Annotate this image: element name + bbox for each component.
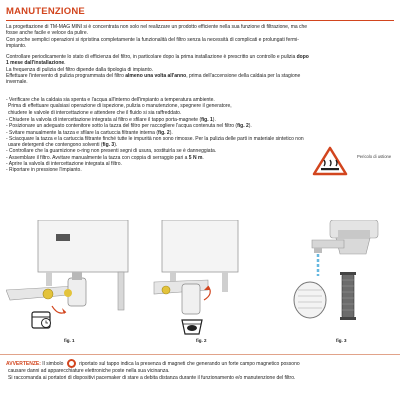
pre-steps (6, 97, 306, 116)
warning-line: Si raccomanda ai portatori di dispositivi pacemaker di stare a debita distanza durante il funzionamento e/o manutenzione del filtro. (8, 374, 296, 381)
steps-list (6, 117, 394, 174)
check-text: Controllare periodicamente lo stato di efficienza del filtro, in particolare dopo la prima installazione è prescritto un controllo e pulizia (6, 54, 297, 60)
figure-3-illustration (278, 220, 394, 338)
check-text: , prima dell'accensione della caldaia per la stagione (186, 72, 301, 79)
check-bold: 1 mese dall'installazione (6, 60, 65, 67)
check-text: La frequenza di pulizia del filtro dipende dalla tipologia di impianto. (6, 66, 154, 73)
pre-step-line: Prima di effettuare qualsiasi operazione di ispezione, pulizia o manutenzione, spegnere il generatore, (8, 103, 232, 110)
step-item: - Chiudere la valvola di intercettazione integrata al filtro e sfilare il tappo porta-magnete (fig. 1). (6, 117, 216, 123)
intro-line: impianto. (6, 42, 27, 49)
figure-2-illustration (148, 220, 258, 338)
pre-step-line: - Verificare che la caldaia sia spenta e l'acqua all'interno dell'impianto a temperatura ambiente. (6, 97, 215, 103)
warning-label: AVVERTENZE: (6, 360, 41, 367)
intro-line: fosse anche facile e veloce da pulire. (6, 30, 88, 37)
magnet-symbol-icon (67, 359, 76, 368)
pre-step-line: chiudere le valvole di intercettazione e attendere che il fluido si sia raffreddato. (8, 109, 182, 116)
intro-line: La progettazione di TM-MAG MINI si è concentrata non solo nel realizzare un prodotto efficiente nella sua funzione di filtrazione, ma che (6, 24, 308, 30)
intro-line: Con poche semplici operazioni si ripristina completamente la funzionalità del filtro senza la necessità di complicati e prolungati fermi- (6, 36, 299, 43)
figure-1-illustration (6, 220, 134, 338)
check-text: Effettuare l'intervento di pulizia programmata del filtro (6, 72, 126, 79)
warning-text (6, 359, 394, 381)
hot-warning-caption: Pericolo di ustione (357, 154, 392, 159)
step-item: - Aprire la valvola di intercettazione integrata al filtro. (6, 161, 122, 168)
step-item: - Riportare in pressione l'impianto. (6, 167, 82, 174)
section-title: MANUTENZIONE (6, 6, 85, 17)
step-item: - Posizionare un adeguato contenitore sotto la tazza del filtro per raccogliere l'acqua contenuta nel filtro (fig. 2). (6, 123, 252, 130)
step-item: - Assemblare il filtro. Avvitare manualmente la tazza con coppia di serraggio pari a 5 N m. (6, 154, 204, 161)
figure-2-caption: fig. 2 (196, 338, 207, 343)
check-text: invernale. (6, 79, 28, 86)
check-bold: dopo (296, 54, 309, 60)
figure-1-caption: fig. 1 (64, 338, 75, 343)
step-item: usare detergenti che contengono solventi (fig. 3). (8, 142, 118, 149)
warning-text-post: riportato sul tappo indica la presenza di magneti che generando un forte campo magnetico possono (77, 360, 300, 367)
step-item: - Sciacquare la tazza e la cartuccia filtrante finché tutte le impurità non sono rimosse. Per la pulizia delle parti in materiale sintetico non (6, 135, 304, 142)
check-bold: almeno una volta all'anno (125, 72, 187, 79)
intro-paragraph (6, 24, 394, 49)
check-paragraph (6, 54, 394, 85)
step-item: - Controllare che la guarnizione o-ring non presenti segni di usura, sostituirla se è danneggiata. (6, 148, 217, 155)
warning-line: causare danni ad apparecchiature elettroniche poste nella sua vicinanza. (8, 368, 170, 374)
check-text: . (64, 60, 66, 67)
figure-3-caption: fig. 3 (336, 338, 347, 343)
title-underline (6, 20, 394, 21)
warning-footer (0, 354, 400, 401)
warning-text-pre: Il simbolo (40, 360, 65, 367)
step-item: - Svitare manualmente la tazza e sfilare la cartuccia filtrante interna (fig. 2). (6, 129, 173, 136)
